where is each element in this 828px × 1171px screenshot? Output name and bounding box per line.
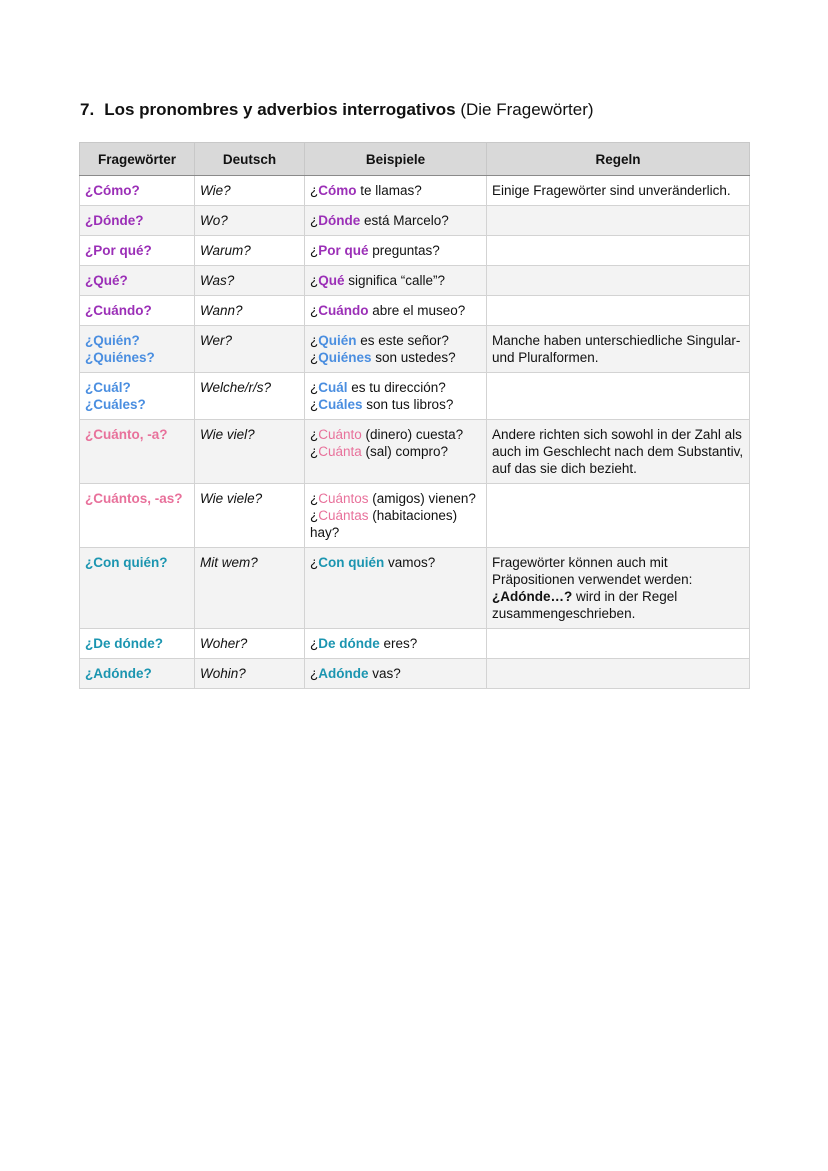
question-word-cell	[80, 266, 195, 296]
example-sentence: ¿Quién es este señor?	[310, 333, 449, 348]
example-cell	[305, 236, 487, 266]
question-word-cell	[80, 659, 195, 689]
question-word: ¿Cuándo?	[85, 303, 152, 318]
question-words-table	[79, 142, 750, 689]
table-row	[80, 629, 750, 659]
example-cell	[305, 296, 487, 326]
table-row	[80, 548, 750, 629]
example-cell	[305, 206, 487, 236]
question-word: ¿Dónde?	[85, 213, 144, 228]
table-row	[80, 420, 750, 484]
question-word: ¿Quiénes?	[85, 350, 155, 365]
example-sentence: ¿De dónde eres?	[310, 636, 418, 651]
question-word: ¿Quién?	[85, 333, 140, 348]
rule-cell	[487, 266, 750, 296]
german-translation: Was?	[195, 266, 305, 296]
example-sentence: ¿Cuánta (sal) compro?	[310, 444, 449, 459]
german-translation: Welche/r/s?	[195, 373, 305, 420]
example-sentence: ¿Qué significa “calle”?	[310, 273, 446, 288]
rule-text: Fragewörter können auch mit Präpositionen verwendet werden:	[492, 555, 693, 587]
header-beispiele: Beispiele	[305, 143, 487, 176]
german-translation: Wo?	[195, 206, 305, 236]
german-translation: Wie viele?	[195, 484, 305, 548]
german-translation: Wohin?	[195, 659, 305, 689]
rule-cell	[487, 206, 750, 236]
rule-cell	[487, 629, 750, 659]
example-sentence: ¿Cuántos (amigos) vienen?	[310, 491, 476, 506]
question-word: ¿Cómo?	[85, 183, 140, 198]
example-cell	[305, 484, 487, 548]
rule-cell	[487, 373, 750, 420]
example-cell	[305, 266, 487, 296]
german-translation: Wie viel?	[195, 420, 305, 484]
rule-cell	[487, 236, 750, 266]
example-cell	[305, 176, 487, 206]
german-translation: Wann?	[195, 296, 305, 326]
example-sentence: ¿Cuándo abre el museo?	[310, 303, 466, 318]
table-row	[80, 326, 750, 373]
example-sentence: ¿Dónde está Marcelo?	[310, 213, 449, 228]
header-fragewoerter: Fragewörter	[80, 143, 195, 176]
german-translation: Wer?	[195, 326, 305, 373]
example-cell	[305, 629, 487, 659]
table-row	[80, 373, 750, 420]
example-sentence: ¿Cuál es tu dirección?	[310, 380, 446, 395]
example-sentence: ¿Cuáles son tus libros?	[310, 397, 454, 412]
question-word-cell	[80, 206, 195, 236]
header-regeln: Regeln	[487, 143, 750, 176]
example-sentence: ¿Cuánto (dinero) cuesta?	[310, 427, 464, 442]
table-row	[80, 296, 750, 326]
question-word: ¿Adónde?	[85, 666, 152, 681]
section-number: 7.	[80, 100, 95, 119]
example-cell	[305, 326, 487, 373]
table-row	[80, 176, 750, 206]
question-word-cell	[80, 326, 195, 373]
table-row	[80, 206, 750, 236]
question-word: ¿De dónde?	[85, 636, 163, 651]
question-word: ¿Cuáles?	[85, 397, 146, 412]
german-translation: Warum?	[195, 236, 305, 266]
rule-cell: Manche haben unterschiedliche Singular- und Pluralformen.	[487, 326, 750, 373]
german-translation: Wie?	[195, 176, 305, 206]
question-word-cell	[80, 548, 195, 629]
table-header-row	[80, 143, 750, 176]
example-sentence: ¿Con quién vamos?	[310, 555, 436, 570]
example-cell	[305, 659, 487, 689]
question-word: ¿Cuál?	[85, 380, 131, 395]
rule-cell: Andere richten sich sowohl in der Zahl als auch im Geschlecht nach dem Substantiv, auf das sie dich bezieht.	[487, 420, 750, 484]
example-sentence: ¿Cuántas (habitaciones) hay?	[310, 508, 458, 540]
table-row	[80, 236, 750, 266]
table-row	[80, 659, 750, 689]
section-subtitle: (Die Fragewörter)	[460, 100, 594, 119]
rule-cell: Einige Fragewörter sind unveränderlich.	[487, 176, 750, 206]
example-cell	[305, 373, 487, 420]
german-translation: Woher?	[195, 629, 305, 659]
section-title: Los pronombres y adverbios interrogativos	[104, 100, 456, 119]
rule-cell	[487, 296, 750, 326]
question-word: ¿Cuántos, -as?	[85, 491, 183, 506]
question-word: ¿Qué?	[85, 273, 128, 288]
example-cell	[305, 548, 487, 629]
example-sentence: ¿Quiénes son ustedes?	[310, 350, 456, 365]
header-deutsch: Deutsch	[195, 143, 305, 176]
rule-cell	[487, 548, 750, 629]
rule-text-continued: wird in der Regel zusammengeschrieben.	[492, 589, 678, 621]
example-sentence: ¿Por qué preguntas?	[310, 243, 440, 258]
question-word: ¿Cuánto, -a?	[85, 427, 168, 442]
question-word-cell	[80, 236, 195, 266]
rule-cell	[487, 484, 750, 548]
question-word: ¿Con quién?	[85, 555, 168, 570]
section-heading	[80, 100, 594, 120]
question-word-cell	[80, 176, 195, 206]
example-cell	[305, 420, 487, 484]
example-sentence: ¿Adónde vas?	[310, 666, 401, 681]
rule-cell	[487, 659, 750, 689]
question-word-cell	[80, 629, 195, 659]
rule-bold-word: ¿Adónde…?	[492, 589, 573, 604]
question-word-cell	[80, 296, 195, 326]
question-word-cell	[80, 484, 195, 548]
question-word: ¿Por qué?	[85, 243, 152, 258]
table-row	[80, 266, 750, 296]
example-sentence: ¿Cómo te llamas?	[310, 183, 422, 198]
question-word-cell	[80, 373, 195, 420]
question-word-cell	[80, 420, 195, 484]
table-row	[80, 484, 750, 548]
german-translation: Mit wem?	[195, 548, 305, 629]
